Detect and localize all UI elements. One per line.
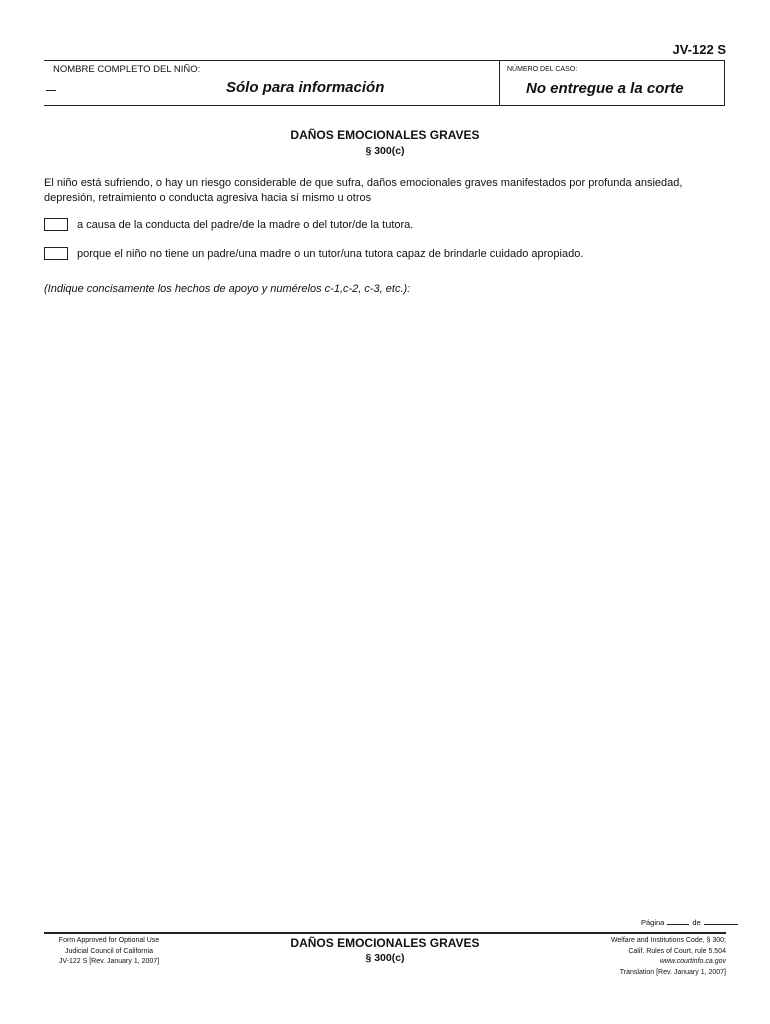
section-title: DAÑOS EMOCIONALES GRAVES (290, 128, 480, 142)
supporting-facts-instructions: (Indique concisamente los hechos de apoyo y numérelos c-1,c-2, c-3, etc.): (44, 283, 411, 295)
footer-revision-line: JV-122 S [Rev. January 1, 2007] (58, 958, 160, 965)
page-total-blank[interactable] (704, 916, 738, 925)
do-not-submit-notice: No entregue a la corte (526, 80, 684, 97)
header-divider (499, 60, 500, 106)
dash-mark (46, 90, 56, 91)
conduct-option-label: a causa de la conducta del padre/de la madre o del tutor/de la tutora. (77, 219, 414, 231)
section-code: § 300(c) (365, 145, 405, 157)
footer-rule-line: Calif. Rules of Court, rule 5.504 (628, 947, 726, 955)
page-number-blank[interactable] (667, 916, 689, 925)
footer-code: § 300(c) (365, 952, 405, 964)
footer-rule (44, 932, 726, 934)
case-number-label: NÚMERO DEL CASO: (507, 66, 578, 73)
no-capable-parent-checkbox[interactable] (44, 247, 68, 260)
no-capable-parent-option-label: porque el niño no tiene un padre/una madre o un tutor/una tutora capaz de brindarle cuidado apropiado. (77, 248, 584, 260)
conduct-checkbox[interactable] (44, 218, 68, 231)
footer-right (506, 936, 726, 978)
footer-approval-line: Form Approved for Optional Use (58, 937, 160, 944)
page-number-line (641, 916, 738, 927)
footer-title: DAÑOS EMOCIONALES GRAVES (290, 936, 480, 950)
footer-translation-line: Translation [Rev. January 1, 2007] (619, 968, 726, 976)
child-name-label: NOMBRE COMPLETO DEL NIÑO: (53, 64, 201, 75)
page-label: Página (641, 918, 665, 927)
footer-website-link[interactable]: www.courtinfo.ca.gov (659, 958, 726, 965)
form-number: JV-122 S (672, 42, 726, 57)
of-label: de (692, 918, 701, 927)
intro-paragraph: El niño está sufriendo, o hay un riesgo considerable de que sufra, daños emocionales graves manifestados por profunda ansiedad, depresión, retraimiento o conducta agresiva hacia sí mismo u otros (44, 177, 683, 204)
footer-statute-line: Welfare and Institutions Code, § 300; (610, 937, 726, 944)
footer-council-line: Judicial Council of California (65, 947, 153, 955)
info-only-notice: Sólo para información (226, 79, 385, 96)
